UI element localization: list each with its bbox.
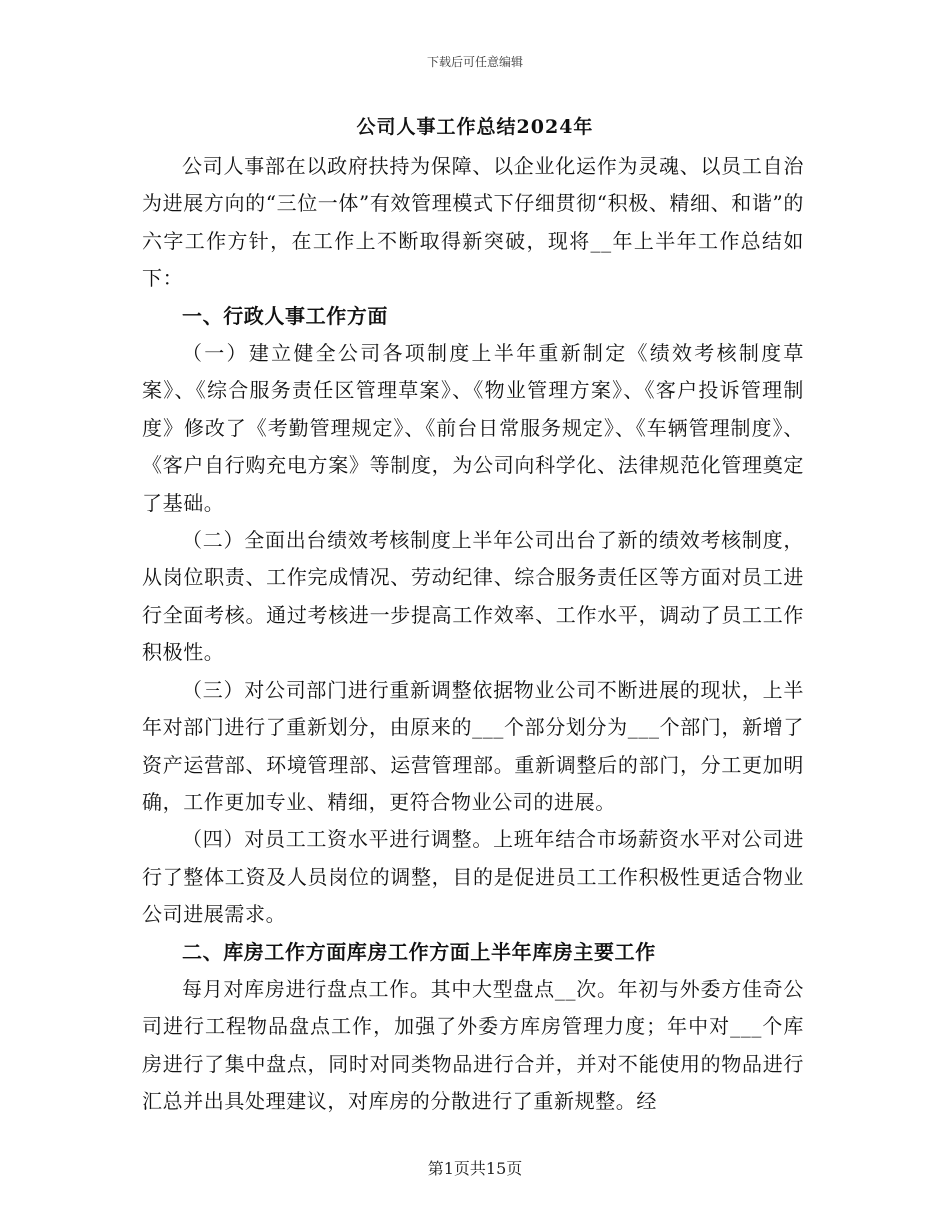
paragraph-item-3: （三）对公司部门进行重新调整依据物业公司不断进展的现状，上半年对部门进行了重新划分，由原来的___个部分划分为___个部门，新增了资产运营部、环境管理部、运营管理部。重新调整后的部门，分工更加明确，工作更加专业、精细，更符合物业公司的进展。 xyxy=(142,677,804,814)
paragraph-item-4: （四）对员工工资水平进行调整。上班年结合市场薪资水平对公司进行了整体工资及人员岗位的调整，目的是促进员工工作积极性更适合物业公司进展需求。 xyxy=(142,827,804,927)
page-header-note: 下载后可任意编辑 xyxy=(426,55,523,69)
document-title: 公司人事工作总结2024年 xyxy=(356,116,594,138)
paragraph-warehouse: 每月对库房进行盘点工作。其中大型盘点__次。年初与外委方佳奇公司进行工程物品盘点工作，加强了外委方库房管理力度；年中对___个库房进行了集中盘点，同时对同类物品进行合并，并对不能使用的物品进行汇总并出具处理建议，对库房的分散进行了重新规整。经 xyxy=(142,976,804,1114)
page-number: 第1页共15页 xyxy=(427,1159,523,1178)
intro-paragraph: 公司人事部在以政府扶持为保障、以企业化运作为灵魂、以员工自治为进展方向的“三位一体”有效管理模式下仔细贯彻“积极、精细、和谐”的六字工作方针，在工作上不断取得新突破，现将__年上半年工作总结如下： xyxy=(142,154,804,291)
section-heading-admin: 一、行政人事工作方面 xyxy=(182,303,388,328)
section-heading-warehouse: 二、库房工作方面库房工作方面上半年库房主要工作 xyxy=(182,939,656,964)
paragraph-item-2: （二）全面出台绩效考核制度上半年公司出台了新的绩效考核制度，从岗位职责、工作完成情况、劳动纪律、综合服务责任区等方面对员工进行全面考核。通过考核进一步提高工作效率、工作水平，调动了员工工作积极性。 xyxy=(142,528,804,665)
paragraph-item-1: （一）建立健全公司各项制度上半年重新制定《绩效考核制度草案》、《综合服务责任区管理草案》、《物业管理方案》、《客户投诉管理制度》修改了《考勤管理规定》、《前台日常服务规定》、《车辆管理制度》、《客户自行购充电方案》等制度，为公司向科学化、法律规范化管理奠定了基础。 xyxy=(142,341,804,515)
document-body xyxy=(142,148,804,1121)
